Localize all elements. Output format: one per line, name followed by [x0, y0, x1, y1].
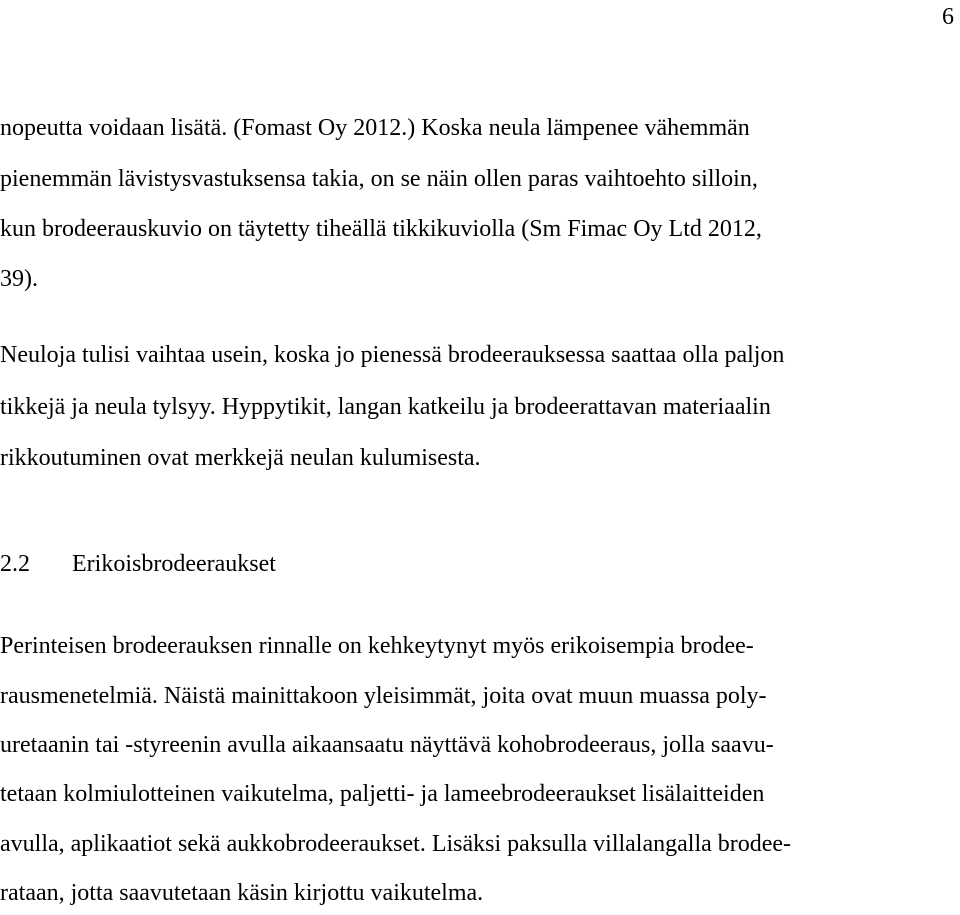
text-line: tetaan kolmiulotteinen vaikutelma, paljetti- ja lameebrodeeraukset lisälaitteiden — [0, 781, 765, 807]
section-title: Erikoisbrodeeraukset — [72, 551, 276, 577]
text-line: 39). — [0, 266, 38, 292]
text-line: rataan, jotta saavutetaan käsin kirjottu vaikutelma. — [0, 880, 484, 906]
text-line: rausmenetelmiä. Näistä mainittakoon yleisimmät, joita ovat muun muassa poly- — [0, 683, 767, 709]
text-line: Neuloja tulisi vaihtaa usein, koska jo pienessä brodeerauksessa saattaa olla paljon — [0, 342, 785, 368]
section-number: 2.2 — [0, 551, 30, 577]
text-line: tikkejä ja neula tylsyy. Hyppytikit, langan katkeilu ja brodeerattavan materiaalin — [0, 394, 771, 420]
text-line: uretaanin tai -styreenin avulla aikaansaatu näyttävä kohobrodeeraus, jolla saavu- — [0, 732, 774, 758]
text-line: pienemmän lävistysvastuksensa takia, on se näin ollen paras vaihtoehto silloin, — [0, 166, 758, 192]
text-line: nopeutta voidaan lisätä. (Fomast Oy 2012.) Koska neula lämpenee vähemmän — [0, 115, 750, 141]
page-number: 6 — [942, 4, 954, 30]
section-heading — [0, 549, 276, 579]
text-line: kun brodeerauskuvio on täytetty tiheällä tikkikuviolla (Sm Fimac Oy Ltd 2012, — [0, 216, 762, 242]
text-line: Perinteisen brodeerauksen rinnalle on kehkeytynyt myös erikoisempia brodee- — [0, 633, 754, 659]
text-line: avulla, aplikaatiot sekä aukkobrodeeraukset. Lisäksi paksulla villalangalla brodee- — [0, 831, 792, 857]
text-line: rikkoutuminen ovat merkkejä neulan kulumisesta. — [0, 445, 481, 471]
